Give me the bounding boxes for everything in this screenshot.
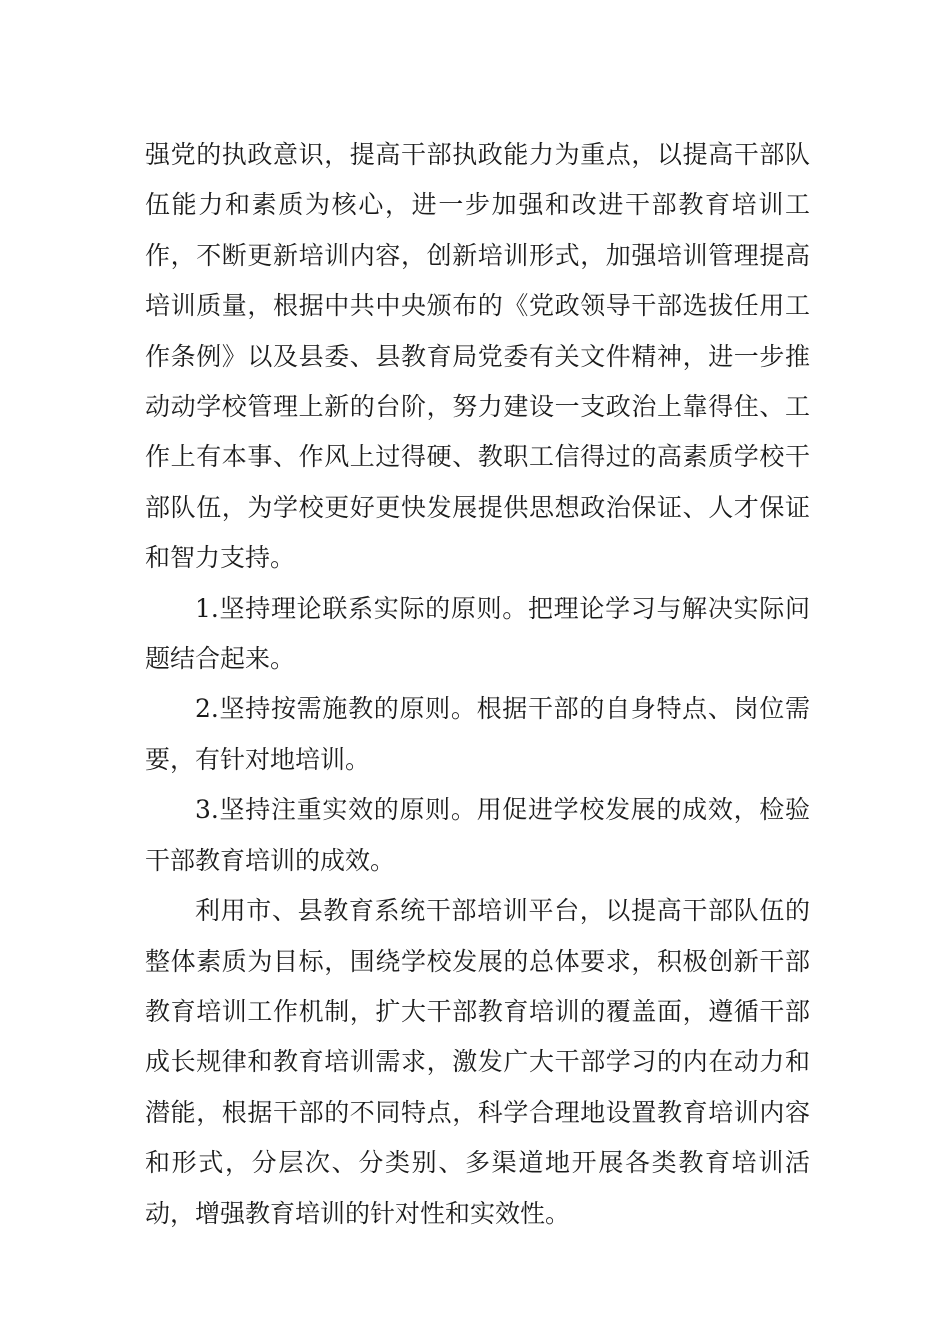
paragraph-continuation: 强党的执政意识，提高干部执政能力为重点，以提高干部队伍能力和素质为核心，进一步加强和改进干部教育培训工作，不断更新培训内容，创新培训形式，加强培训管理提高培训质量，根据中共中央颁布的《党政领导干部选拔任用工作条例》以及县委、县教育局党委有关文件精神，进一步推动动学校管理上新的台阶，努力建设一支政治上靠得住、工作上有本事、作风上过得硬、教职工信得过的高素质学校干部队伍，为学校更好更快发展提供思想政治保证、人才保证和智力支持。 — [145, 140, 810, 573]
paragraph-training-platform: 利用市、县教育系统干部培训平台，以提高干部队伍的整体素质为目标，围绕学校发展的总体要求，积极创新干部教育培训工作机制，扩大干部教育培训的覆盖面，遵循干部成长规律和教育培训需求，激发广大干部学习的内在动力和潜能，根据干部的不同特点，科学合理地设置教育培训内容和形式，分层次、分类别、多渠道地开展各类教育培训活动，增强教育培训的针对性和实效性。 — [145, 896, 810, 1228]
principle-item-2: 2.坚持按需施教的原则。根据干部的自身特点、岗位需要，有针对地培训。 — [145, 694, 810, 774]
document-body — [145, 130, 810, 1239]
principle-item-3: 3.坚持注重实效的原则。用促进学校发展的成效，检验干部教育培训的成效。 — [145, 795, 810, 875]
principle-item-1: 1.坚持理论联系实际的原则。把理论学习与解决实际问题结合起来。 — [145, 593, 810, 674]
